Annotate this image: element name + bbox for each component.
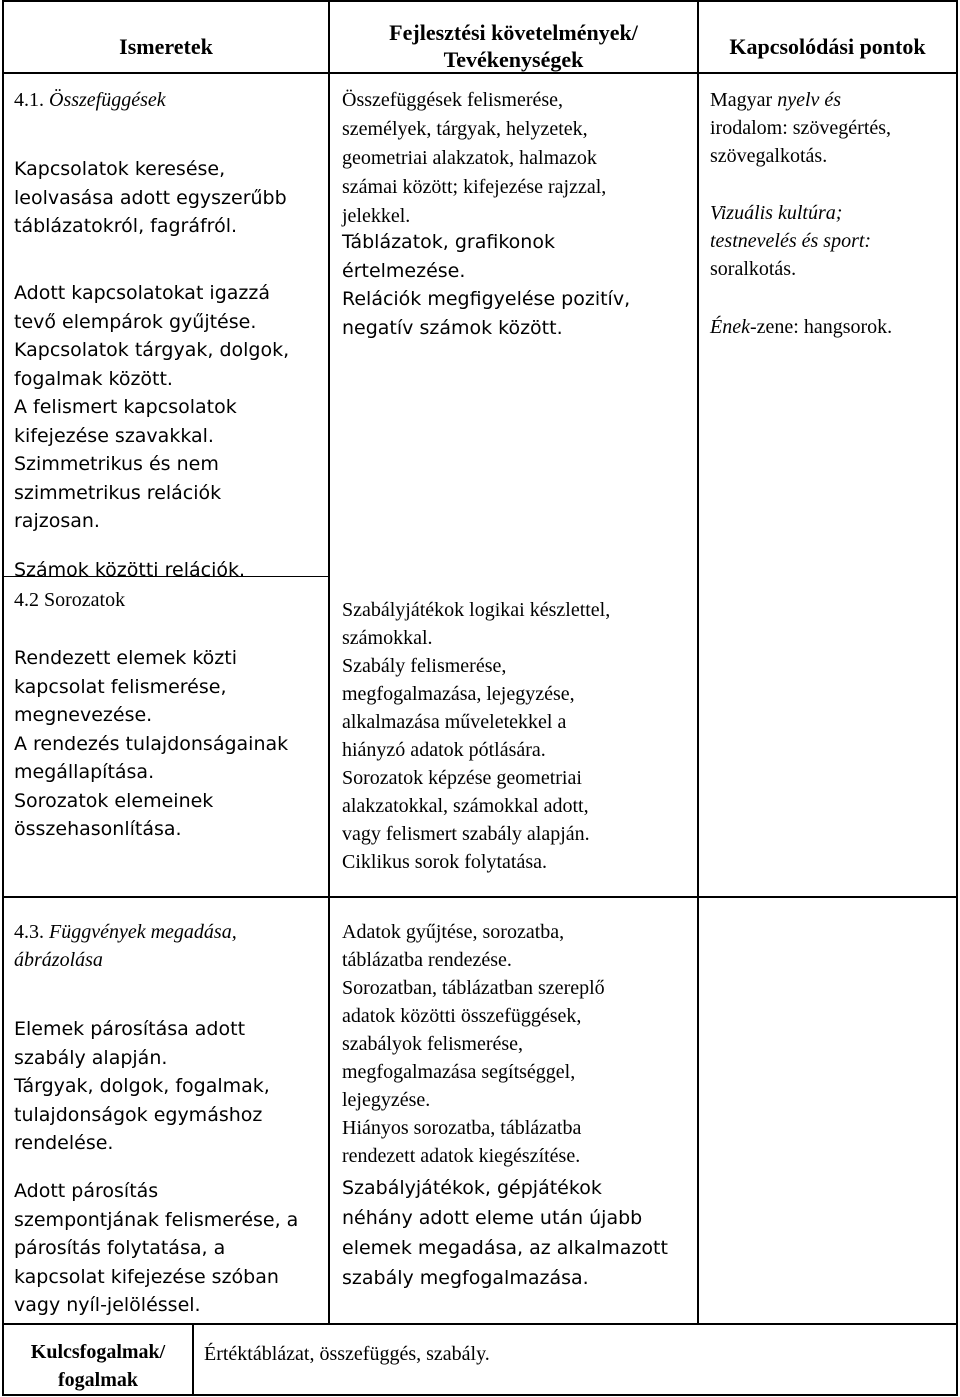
- footer-divider: [2, 1323, 958, 1325]
- text-line: szimmetrikus relációk: [14, 481, 222, 504]
- section3-heading-title-2: ábrázolása: [14, 949, 103, 971]
- section1-knowledge-a: [14, 155, 287, 241]
- text-line: rajzosan.: [14, 510, 100, 532]
- text-line: Számok közötti relációk.: [14, 559, 246, 581]
- text-line: szabály alapján.: [14, 1046, 168, 1069]
- text-line: hiányzó adatok pótlására.: [342, 739, 546, 761]
- link-line: szövegalkotás.: [710, 145, 828, 167]
- text-line: összehasonlítása.: [14, 818, 182, 840]
- section3-activities-sans: [342, 1173, 668, 1293]
- link-text: Magyar: [710, 89, 778, 111]
- header-kapcsolodasi-text: Kapcsolódási pontok: [729, 34, 926, 59]
- text-line: táblázatokról, fagráfról.: [14, 215, 238, 237]
- text-line: Hiányos sorozatba, táblázatba: [342, 1117, 582, 1139]
- section3-knowledge-a: [14, 1015, 270, 1158]
- text-line: szabályok felismerése,: [342, 1033, 524, 1055]
- text-line: számokkal.: [342, 627, 433, 649]
- text-line: geometriai alakzatok, halmazok: [342, 147, 597, 169]
- table-border-left: [2, 0, 4, 1396]
- section2-heading-title: Sorozatok: [44, 589, 126, 611]
- text-line: szabály megfogalmazása.: [342, 1267, 589, 1289]
- footer-label-divider: [192, 1323, 194, 1396]
- section1-links: [710, 86, 891, 170]
- section3-heading-title: Függvények megadása,: [49, 921, 237, 943]
- section-divider-2: [2, 896, 958, 898]
- section3-knowledge-b: [14, 1177, 298, 1320]
- text-line: értelmezése.: [342, 259, 466, 282]
- text-line: Relációk megfigyelése pozitív,: [342, 288, 631, 310]
- text-line: alakzatokkal, számokkal adott,: [342, 795, 589, 817]
- text-line: Összefüggések felismerése,: [342, 89, 564, 111]
- text-line: számai között; kifejezése rajzzal,: [342, 176, 607, 198]
- section1-heading: [14, 86, 166, 115]
- text-line: megfogalmazása, lejegyzése,: [342, 683, 575, 705]
- header-fejlesztesi-line2: Tevékenységek: [443, 47, 584, 72]
- text-line: Adatok gyűjtése, sorozatba,: [342, 921, 565, 943]
- text-line: negatív számok között.: [342, 316, 563, 339]
- link-line: Vizuális kultúra;: [710, 202, 843, 224]
- section2-heading: [14, 586, 125, 615]
- link-text-italic: nyelv és: [777, 89, 842, 111]
- section1-links-2: [710, 199, 871, 283]
- text-line: néhány adott eleme után újabb: [342, 1207, 643, 1229]
- text-line: Kapcsolatok tárgyak, dolgok,: [14, 339, 290, 361]
- table-border-bottom: [2, 1394, 958, 1396]
- link-text: -zene: hangsorok.: [749, 316, 893, 338]
- section1-knowledge-b: [14, 279, 289, 536]
- section1-activities-serif: [342, 86, 606, 231]
- header-ismeretek: [4, 33, 328, 60]
- text-line: Szabályjátékok logikai készlettel,: [342, 599, 611, 621]
- text-line: Adott párosítás: [14, 1180, 159, 1202]
- text-line: Táblázatok, grafikonok: [342, 231, 555, 253]
- section1-heading-title: Összefüggések: [49, 89, 166, 111]
- header-fejlesztesi: [330, 19, 697, 73]
- text-line: elemek megadása, az alkalmazott: [342, 1237, 668, 1259]
- section1-heading-number: 4.1.: [14, 89, 49, 111]
- text-line: Sorozatban, táblázatban szereplő: [342, 977, 605, 999]
- footer-label-line1: Kulcsfogalmak/: [30, 1341, 166, 1363]
- text-line: fogalmak között.: [14, 367, 173, 390]
- text-line: megnevezése.: [14, 704, 153, 726]
- text-line: leolvasása adott egyszerűbb: [14, 186, 287, 209]
- text-line: jelekkel.: [342, 205, 411, 227]
- section3-heading-number: 4.3.: [14, 921, 49, 943]
- column-divider-2: [697, 0, 699, 1325]
- section2-knowledge: [14, 644, 288, 844]
- text-line: A felismert kapcsolatok: [14, 396, 237, 418]
- text-line: Sorozatok elemeinek: [14, 789, 214, 812]
- text-line: Kapcsolatok keresése,: [14, 158, 226, 180]
- footer-label: [4, 1338, 192, 1394]
- text-line: Szabályjátékok, gépjátékok: [342, 1177, 602, 1199]
- header-fejlesztesi-line1: Fejlesztési követelmények/: [389, 20, 638, 45]
- link-line: irodalom: szövegértés,: [710, 117, 892, 139]
- text-line: alkalmazása műveletekkel a: [342, 711, 567, 733]
- text-line: Elemek párosítása adott: [14, 1018, 246, 1040]
- text-line: kapcsolat felismerése,: [14, 675, 227, 698]
- text-line: megállapítása.: [14, 761, 155, 783]
- table-border-top: [2, 0, 958, 2]
- link-line: soralkotás.: [710, 258, 797, 280]
- text-line: kapcsolat kifejezése szóban: [14, 1265, 279, 1288]
- column-divider-1: [328, 0, 330, 1325]
- section1-activities-sans: [342, 228, 630, 342]
- header-ismeretek-text: Ismeretek: [119, 34, 213, 59]
- footer-value: [204, 1340, 490, 1369]
- text-line: Szabály felismerése,: [342, 655, 507, 677]
- text-line: Ciklikus sorok folytatása.: [342, 851, 547, 873]
- text-line: Szimmetrikus és nem: [14, 453, 219, 475]
- text-line: tevő elempárok gyűjtése.: [14, 310, 257, 333]
- text-line: adatok közötti összefüggések,: [342, 1005, 582, 1027]
- text-line: Sorozatok képzése geometriai: [342, 767, 582, 789]
- text-line: Rendezett elemek közti: [14, 647, 237, 669]
- link-line: testnevelés és sport:: [710, 230, 872, 252]
- section3-activities-serif: [342, 918, 605, 1170]
- text-line: vagy nyíl-jelöléssel.: [14, 1294, 201, 1316]
- footer-label-line2: fogalmak: [58, 1369, 138, 1391]
- text-line: megfogalmazása segítséggel,: [342, 1061, 576, 1083]
- section1-knowledge-c: [14, 556, 245, 585]
- section2-heading-number: 4.2: [14, 589, 44, 611]
- link-line: [710, 313, 892, 341]
- text-line: táblázatba rendezése.: [342, 949, 512, 971]
- section2-activities: [342, 596, 610, 876]
- table-border-right: [956, 0, 958, 1396]
- link-text-italic: Ének: [710, 316, 750, 338]
- text-line: tulajdonságok egymáshoz: [14, 1103, 263, 1126]
- text-line: rendelése.: [14, 1132, 114, 1154]
- header-kapcsolodasi: [699, 33, 956, 60]
- text-line: A rendezés tulajdonságainak: [14, 732, 289, 755]
- text-line: Tárgyak, dolgok, fogalmak,: [14, 1075, 270, 1097]
- text-line: kifejezése szavakkal.: [14, 424, 214, 447]
- footer-value-text: Értéktáblázat, összefüggés, szabály.: [204, 1343, 490, 1365]
- text-line: rendezett adatok kiegészítése.: [342, 1145, 581, 1167]
- text-line: személyek, tárgyak, helyzetek,: [342, 118, 588, 140]
- text-line: Adott kapcsolatokat igazzá: [14, 282, 270, 304]
- text-line: szempontjának felismerése, a: [14, 1208, 299, 1231]
- text-line: vagy felismert szabály alapján.: [342, 823, 590, 845]
- link-line: [710, 86, 891, 114]
- text-line: lejegyzése.: [342, 1089, 431, 1111]
- section3-heading: [14, 918, 237, 974]
- text-line: párosítás folytatása, a: [14, 1237, 226, 1259]
- section1-links-3: [710, 313, 892, 341]
